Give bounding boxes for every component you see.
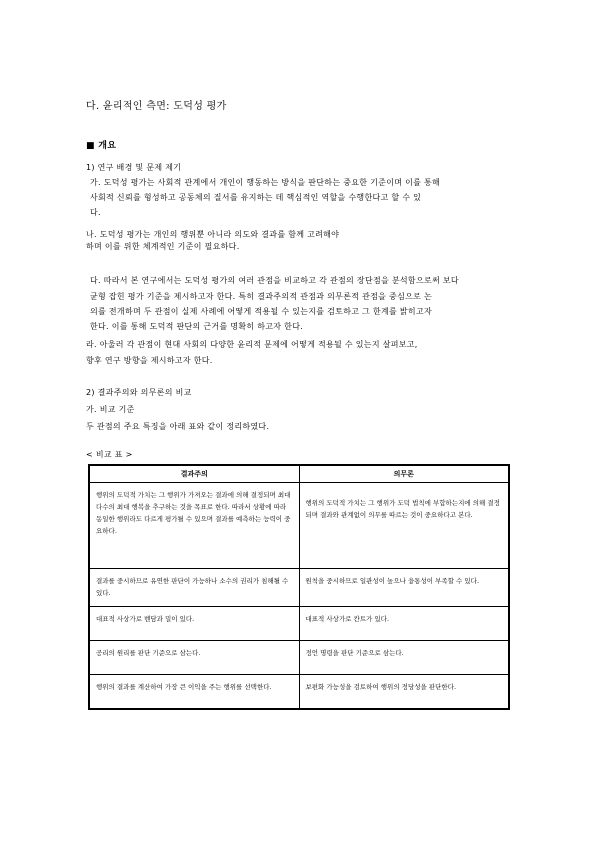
paragraph-line: 의를 전개하며 두 관점이 실제 사례에 어떻게 적용될 수 있는지를 검토하고 그 한계를 밝히고자 [90, 307, 433, 316]
table-cell: 원칙을 중시하므로 일관성이 높으나 융통성이 부족할 수 있다. [299, 569, 509, 607]
paragraph-line: 가. 도덕성 평가는 사회적 관계에서 개인이 행동하는 방식을 판단하는 중요한 기준이며 이를 통해 [90, 178, 441, 187]
table-cell: 정언 명령을 판단 기준으로 삼는다. [299, 641, 509, 675]
table-row [89, 607, 509, 641]
table-cell: 행위의 결과를 계산하여 가장 큰 이익을 주는 행위를 선택한다. [89, 675, 299, 709]
subsection-2-line-2: 두 관점의 주요 특징을 아래 표와 같이 정리하였다. [86, 422, 270, 431]
paragraph-line: 다. 따라서 본 연구에서는 도덕성 평가의 여러 관점을 비교하고 각 관점의 장단점을 분석함으로써 보다 [90, 276, 459, 285]
table-cell: 공리의 원리를 판단 기준으로 삼는다. [89, 641, 299, 675]
paragraph-line: 향후 연구 방향을 제시하고자 한다. [86, 356, 213, 365]
comparison-table [88, 464, 510, 710]
section-heading: ■ 개요 [86, 141, 117, 151]
table-cell: 대표적 사상가로 칸트가 있다. [299, 607, 509, 641]
table-row [89, 483, 509, 569]
table-cell: 행위의 도덕적 가치는 그 행위가 도덕 법칙에 부합하는지에 의해 결정되며 결과와 관계없이 의무를 따르는 것이 중요하다고 본다. [299, 483, 509, 569]
table-header-row [89, 465, 509, 483]
table-cell: 행위의 도덕적 가치는 그 행위가 가져오는 결과에 의해 결정되며 최대 다수의 최대 행복을 추구하는 것을 목표로 한다. 따라서 상황에 따라 동일한 행위라도 다르게 평가될 수 있으며 결과를 예측하는 능력이 중요하다. [89, 483, 299, 569]
table-row [89, 569, 509, 607]
table-row [89, 641, 509, 675]
table-header-cell: 의무론 [299, 465, 509, 483]
paragraph-line: 라. 아울러 각 관점이 현대 사회의 다양한 윤리적 문제에 어떻게 적용될 수 있는지 살펴보고, [86, 340, 418, 349]
table-header-cell: 결과주의 [89, 465, 299, 483]
table-row [89, 675, 509, 709]
table-cell: 대표적 사상가로 벤담과 밀이 있다. [89, 607, 299, 641]
paragraph-line: 한다. 이를 통해 도덕적 판단의 근거를 명확히 하고자 한다. [90, 322, 304, 331]
table-cell: 보편화 가능성을 검토하여 행위의 정당성을 판단한다. [299, 675, 509, 709]
paragraph-line: 하며 이를 위한 체계적인 기준이 필요하다. [86, 242, 240, 251]
paragraph-line: 다. [90, 208, 101, 217]
subsection-2-line-1: 가. 비교 기준 [86, 405, 135, 414]
subsection-1-heading: 1) 연구 배경 및 문제 제기 [86, 163, 182, 172]
paragraph-line: 나. 도덕성 평가는 개인의 행위뿐 아니라 의도와 결과를 함께 고려해야 [86, 230, 340, 239]
table-caption: < 비교 표 > [86, 450, 133, 459]
subsection-2-heading: 2) 결과주의와 의무론의 비교 [86, 388, 192, 397]
paragraph-line: 균형 잡힌 평가 기준을 제시하고자 한다. 특히 결과주의적 관점과 의무론적 관점을 중심으로 논 [90, 292, 433, 301]
table-cell: 결과를 중시하므로 유연한 판단이 가능하나 소수의 권리가 침해될 수 있다. [89, 569, 299, 607]
document-title: 다. 윤리적인 측면: 도덕성 평가 [86, 101, 227, 112]
paragraph-line: 사회적 신뢰를 형성하고 공동체의 질서를 유지하는 데 핵심적인 역할을 수행한다고 할 수 있 [90, 193, 422, 202]
